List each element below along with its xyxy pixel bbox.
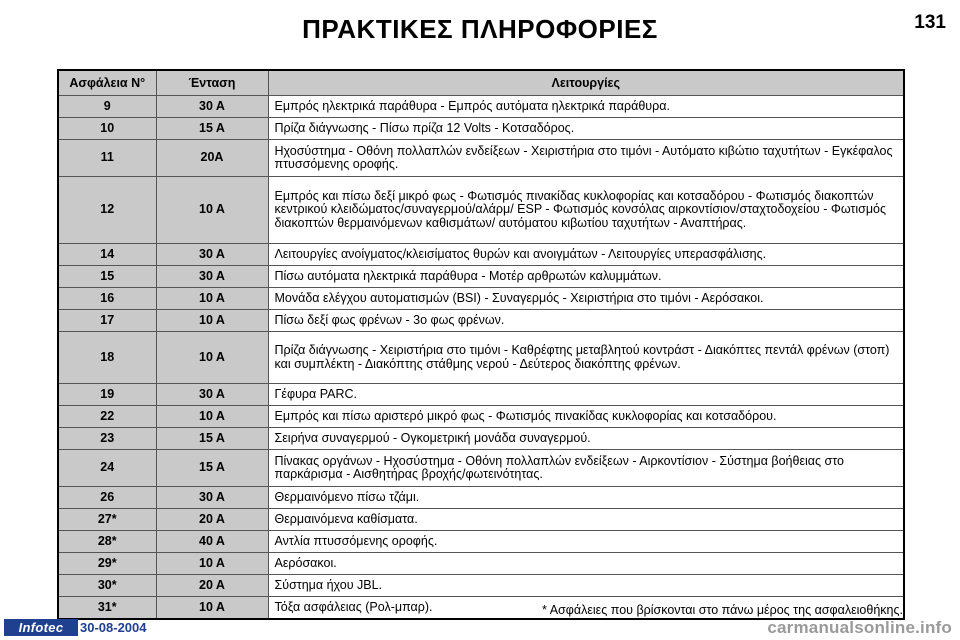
header-amperage: Ένταση bbox=[156, 70, 268, 96]
fuse-number-cell: 30* bbox=[58, 575, 156, 597]
table-row bbox=[58, 244, 904, 266]
amperage-cell: 30 A bbox=[156, 266, 268, 288]
table-row bbox=[58, 118, 904, 140]
amperage-cell: 15 A bbox=[156, 428, 268, 450]
fuse-number-cell: 19 bbox=[58, 384, 156, 406]
functions-cell: Εμπρός και πίσω δεξί μικρό φως - Φωτισμός πινακίδας κυκλοφορίας και κοτσαδόρου - Φωτισμός διακοπτών κεντρικού κλειδώματος/συναγερμού/αλάρμ/ ESP - Φωτισμός κονσόλας αιρκοντίσιον/σταχτοδοχείου - Φωτισμός διακοπτών θερμαινόμενων καθισμάτων/ αυτόματου κιβωτίου ταχυτήτων - Αναπτήρας. bbox=[268, 177, 904, 244]
functions-cell: Θερμαινόμενα καθίσματα. bbox=[268, 509, 904, 531]
fuse-number-cell: 14 bbox=[58, 244, 156, 266]
functions-cell: Μονάδα ελέγχου αυτοματισμών (BSI) - Συναγερμός - Χειριστήρια στο τιμόνι - Αερόσακοι. bbox=[268, 288, 904, 310]
table-row bbox=[58, 288, 904, 310]
fuse-number-cell: 26 bbox=[58, 487, 156, 509]
fuse-number-cell: 31* bbox=[58, 597, 156, 620]
page-number: 131 bbox=[914, 12, 946, 33]
functions-cell: Αντλία πτυσσόμενης οροφής. bbox=[268, 531, 904, 553]
amperage-cell: 40 A bbox=[156, 531, 268, 553]
fuse-number-cell: 27* bbox=[58, 509, 156, 531]
table-row bbox=[58, 140, 904, 177]
fuse-number-cell: 29* bbox=[58, 553, 156, 575]
table-row bbox=[58, 450, 904, 487]
functions-cell: Πίσω αυτόματα ηλεκτρικά παράθυρα - Μοτέρ αρθρωτών καλυμμάτων. bbox=[268, 266, 904, 288]
header-functions: Λειτουργίες bbox=[268, 70, 904, 96]
table-row bbox=[58, 575, 904, 597]
fuse-number-cell: 16 bbox=[58, 288, 156, 310]
fuse-number-cell: 12 bbox=[58, 177, 156, 244]
footnote: * Ασφάλειες που βρίσκονται στο πάνω μέρος της ασφαλειοθήκης. bbox=[542, 603, 903, 617]
fuse-number-cell: 22 bbox=[58, 406, 156, 428]
table-row bbox=[58, 310, 904, 332]
table-row bbox=[58, 266, 904, 288]
table-header-row bbox=[58, 70, 904, 96]
fuse-number-cell: 15 bbox=[58, 266, 156, 288]
header-fuse-number: Ασφάλεια N° bbox=[58, 70, 156, 96]
table-row bbox=[58, 96, 904, 118]
amperage-cell: 10 A bbox=[156, 310, 268, 332]
fuse-number-cell: 10 bbox=[58, 118, 156, 140]
page-title: ΠΡΑΚΤΙΚΕΣ ΠΛΗΡΟΦΟΡΙΕΣ bbox=[302, 14, 658, 44]
amperage-cell: 10 A bbox=[156, 288, 268, 310]
infotec-logo: Infotec bbox=[4, 619, 78, 636]
amperage-cell: 30 A bbox=[156, 96, 268, 118]
fuse-number-cell: 17 bbox=[58, 310, 156, 332]
fuse-number-cell: 9 bbox=[58, 96, 156, 118]
amperage-cell: 15 A bbox=[156, 118, 268, 140]
functions-cell: Θερμαινόμενο πίσω τζάμι. bbox=[268, 487, 904, 509]
fuse-number-cell: 28* bbox=[58, 531, 156, 553]
table-row bbox=[58, 509, 904, 531]
table-row bbox=[58, 553, 904, 575]
table-row bbox=[58, 406, 904, 428]
functions-cell: Σειρήνα συναγερμού - Ογκομετρική μονάδα συναγερμού. bbox=[268, 428, 904, 450]
amperage-cell: 10 A bbox=[156, 553, 268, 575]
table-row bbox=[58, 177, 904, 244]
table-row bbox=[58, 531, 904, 553]
table-row bbox=[58, 428, 904, 450]
amperage-cell: 10 A bbox=[156, 406, 268, 428]
amperage-cell: 20 A bbox=[156, 575, 268, 597]
functions-cell: Λειτουργίες ανοίγματος/κλεισίματος θυρών και ανοιγμάτων - Λειτουργίες υπερασφάλισης. bbox=[268, 244, 904, 266]
amperage-cell: 30 A bbox=[156, 384, 268, 406]
functions-cell: Πίνακας οργάνων - Ηχοσύστημα - Οθόνη πολλαπλών ενδείξεων - Αιρκοντίσιον - Σύστημα βοήθειας στο παρκάρισμα - Αισθητήρας βροχής/φωτεινότητας. bbox=[268, 450, 904, 487]
functions-cell: Πρίζα διάγνωσης - Πίσω πρίζα 12 Volts - Κοτσαδόρος. bbox=[268, 118, 904, 140]
amperage-cell: 20 A bbox=[156, 509, 268, 531]
amperage-cell: 15 A bbox=[156, 450, 268, 487]
amperage-cell: 10 A bbox=[156, 332, 268, 384]
fuse-number-cell: 23 bbox=[58, 428, 156, 450]
watermark: carmanualsonline.info bbox=[767, 618, 952, 637]
functions-cell: Εμπρός ηλεκτρικά παράθυρα - Εμπρός αυτόματα ηλεκτρικά παράθυρα. bbox=[268, 96, 904, 118]
functions-cell: Εμπρός και πίσω αριστερό μικρό φως - Φωτισμός πινακίδας κυκλοφορίας και κοτσαδόρου. bbox=[268, 406, 904, 428]
amperage-cell: 30 A bbox=[156, 487, 268, 509]
fuse-number-cell: 11 bbox=[58, 140, 156, 177]
fuse-table-body bbox=[58, 96, 904, 620]
table-row bbox=[58, 384, 904, 406]
fuse-number-cell: 18 bbox=[58, 332, 156, 384]
functions-cell: Πρίζα διάγνωσης - Χειριστήρια στο τιμόνι - Καθρέφτης μεταβλητού κοντράστ - Διακόπτες πεντάλ φρένων (στοπ) και συμπλέκτη - Διακόπτης στάθμης νερού - Δεύτερος διακόπτης φρένων. bbox=[268, 332, 904, 384]
amperage-cell: 10 A bbox=[156, 177, 268, 244]
footer-date: 30-08-2004 bbox=[80, 620, 147, 635]
table-row bbox=[58, 487, 904, 509]
table-row bbox=[58, 332, 904, 384]
amperage-cell: 20A bbox=[156, 140, 268, 177]
fuse-number-cell: 24 bbox=[58, 450, 156, 487]
fuse-table bbox=[57, 69, 905, 620]
amperage-cell: 30 A bbox=[156, 244, 268, 266]
amperage-cell: 10 A bbox=[156, 597, 268, 620]
functions-cell: Πίσω δεξί φως φρένων - 3ο φως φρένων. bbox=[268, 310, 904, 332]
functions-cell: Γέφυρα PARC. bbox=[268, 384, 904, 406]
functions-cell: Τόξα ασφάλειας (Ρολ-μπαρ). bbox=[268, 597, 904, 620]
functions-cell: Σύστημα ήχου JBL. bbox=[268, 575, 904, 597]
functions-cell: Ηχοσύστημα - Οθόνη πολλαπλών ενδείξεων - Χειριστήρια στο τιμόνι - Αυτόματο κιβώτιο ταχυτήτων - Εγκέφαλος πτυσσόμενης οροφής. bbox=[268, 140, 904, 177]
functions-cell: Αερόσακοι. bbox=[268, 553, 904, 575]
